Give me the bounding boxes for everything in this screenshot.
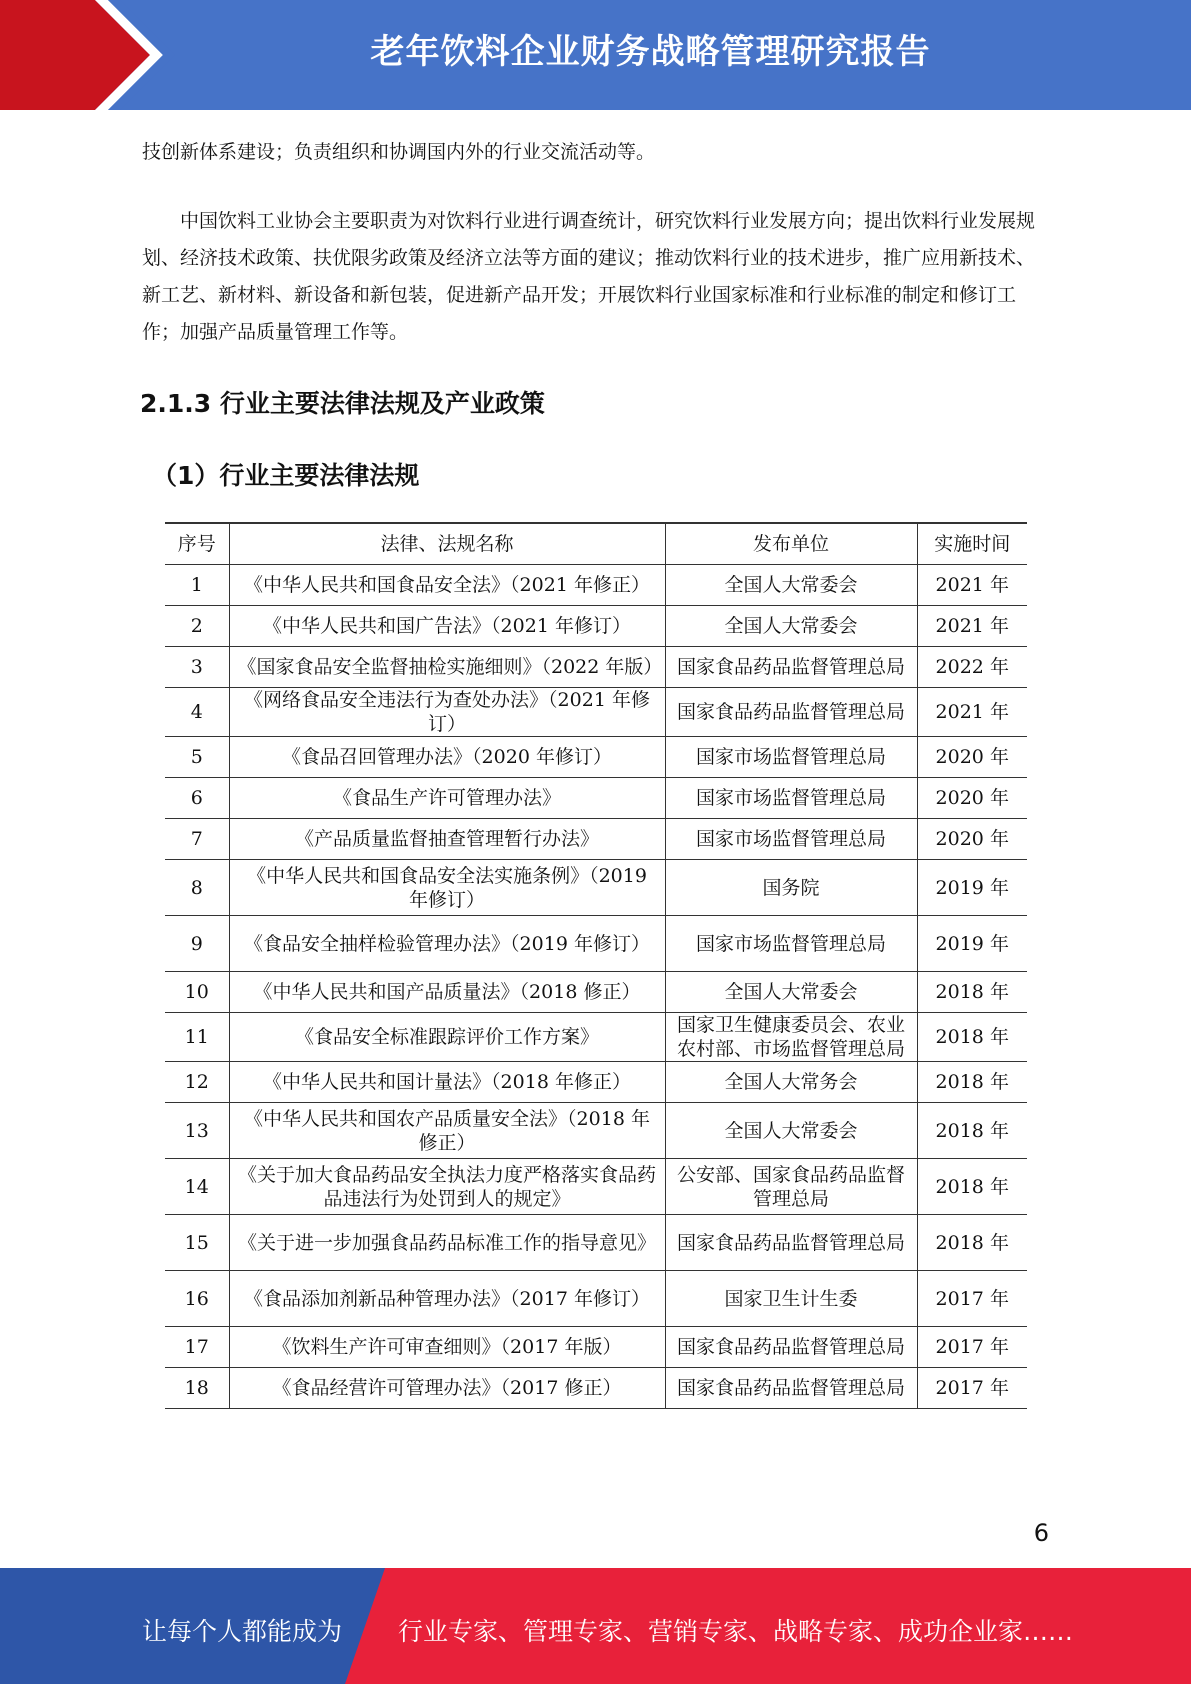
header-date: 实施时间 <box>917 523 1027 565</box>
cell-no: 16 <box>165 1271 229 1327</box>
footer-slogan-left: 让每个人都能成为 <box>142 1617 343 1646</box>
table-row <box>165 972 1027 1013</box>
cell-date: 2020 年 <box>917 819 1027 860</box>
cell-issuer: 国家卫生健康委员会、农业农村部、市场监督管理总局 <box>665 1013 917 1062</box>
cell-date: 2021 年 <box>917 688 1027 737</box>
table-row <box>165 778 1027 819</box>
cell-issuer: 国家市场监督管理总局 <box>665 819 917 860</box>
cell-law-name: 《中华人民共和国食品安全法》（2021 年修正） <box>229 565 665 606</box>
cell-date: 2017 年 <box>917 1327 1027 1368</box>
table-row <box>165 1159 1027 1215</box>
cell-no: 17 <box>165 1327 229 1368</box>
cell-no: 9 <box>165 916 229 972</box>
cell-law-name: 《网络食品安全违法行为查处办法》（2021 年修订） <box>229 688 665 737</box>
cell-date: 2020 年 <box>917 778 1027 819</box>
subsection-heading: （1）行业主要法律法规 <box>152 461 420 490</box>
cell-issuer: 国家市场监督管理总局 <box>665 916 917 972</box>
cell-no: 3 <box>165 647 229 688</box>
cell-no: 4 <box>165 688 229 737</box>
table-row <box>165 647 1027 688</box>
cell-law-name: 《中华人民共和国计量法》（2018 年修正） <box>229 1062 665 1103</box>
cell-date: 2018 年 <box>917 1103 1027 1159</box>
cell-issuer: 全国人大常委会 <box>665 606 917 647</box>
cell-date: 2017 年 <box>917 1368 1027 1409</box>
cell-date: 2019 年 <box>917 860 1027 916</box>
paragraph-association-duties: 中国饮料工业协会主要职责为对饮料行业进行调查统计，研究饮料行业发展方向；提出饮料行业发展规划、经济技术政策、扶优限劣政策及经济立法等方面的建议；推动饮料行业的技术进步，推广应用新技术、新工艺、新材料、新设备和新包装，促进新产品开发；开展饮料行业国家标准和行业标准的制定和修订工作；加强产品质量管理工作等。 <box>142 210 1036 343</box>
table-row <box>165 565 1027 606</box>
laws-table <box>165 522 1027 1409</box>
cell-no: 14 <box>165 1159 229 1215</box>
cell-no: 2 <box>165 606 229 647</box>
cell-no: 5 <box>165 737 229 778</box>
cell-law-name: 《中华人民共和国产品质量法》（2018 修正） <box>229 972 665 1013</box>
cell-law-name: 《产品质量监督抽查管理暂行办法》 <box>229 819 665 860</box>
cell-date: 2018 年 <box>917 1215 1027 1271</box>
cell-date: 2020 年 <box>917 737 1027 778</box>
header-issuer: 发布单位 <box>665 523 917 565</box>
cell-law-name: 《食品召回管理办法》（2020 年修订） <box>229 737 665 778</box>
footer-slogan-right: 行业专家、管理专家、营销专家、战略专家、成功企业家…… <box>398 1617 1074 1646</box>
cell-date: 2018 年 <box>917 1159 1027 1215</box>
cell-issuer: 国家食品药品监督管理总局 <box>665 647 917 688</box>
cell-issuer: 国家食品药品监督管理总局 <box>665 1215 917 1271</box>
table-row <box>165 916 1027 972</box>
cell-date: 2021 年 <box>917 565 1027 606</box>
cell-law-name: 《中华人民共和国广告法》（2021 年修订） <box>229 606 665 647</box>
cell-law-name: 《食品经营许可管理办法》（2017 修正） <box>229 1368 665 1409</box>
cell-date: 2019 年 <box>917 916 1027 972</box>
cell-date: 2018 年 <box>917 1013 1027 1062</box>
cell-law-name: 《关于加大食品药品安全执法力度严格落实食品药品违法行为处罚到人的规定》 <box>229 1159 665 1215</box>
page-footer <box>0 1568 1191 1684</box>
cell-no: 8 <box>165 860 229 916</box>
table-row <box>165 1368 1027 1409</box>
cell-law-name: 《食品生产许可管理办法》 <box>229 778 665 819</box>
cell-no: 6 <box>165 778 229 819</box>
section-heading: 2.1.3 行业主要法律法规及产业政策 <box>140 389 545 418</box>
table-row <box>165 1013 1027 1062</box>
table-row <box>165 1327 1027 1368</box>
cell-no: 15 <box>165 1215 229 1271</box>
cell-no: 12 <box>165 1062 229 1103</box>
cell-issuer: 国家市场监督管理总局 <box>665 778 917 819</box>
cell-issuer: 国务院 <box>665 860 917 916</box>
cell-date: 2022 年 <box>917 647 1027 688</box>
cell-law-name: 《中华人民共和国食品安全法实施条例》（2019 年修订） <box>229 860 665 916</box>
table-header-row <box>165 523 1027 565</box>
cell-issuer: 全国人大常务会 <box>665 1062 917 1103</box>
paragraph-continued: 技创新体系建设；负责组织和协调国内外的行业交流活动等。 <box>142 141 656 163</box>
page-header <box>0 0 1191 110</box>
cell-date: 2017 年 <box>917 1271 1027 1327</box>
cell-no: 18 <box>165 1368 229 1409</box>
cell-no: 10 <box>165 972 229 1013</box>
cell-issuer: 国家食品药品监督管理总局 <box>665 688 917 737</box>
table-row <box>165 1215 1027 1271</box>
table-row <box>165 1062 1027 1103</box>
cell-no: 11 <box>165 1013 229 1062</box>
cell-no: 1 <box>165 565 229 606</box>
table-row <box>165 1103 1027 1159</box>
table-row <box>165 606 1027 647</box>
cell-law-name: 《饮料生产许可审查细则》（2017 年版） <box>229 1327 665 1368</box>
cell-law-name: 《食品安全标准跟踪评价工作方案》 <box>229 1013 665 1062</box>
page-number: 6 <box>1033 1519 1049 1547</box>
cell-issuer: 国家食品药品监督管理总局 <box>665 1368 917 1409</box>
report-title: 老年饮料企业财务战略管理研究报告 <box>370 32 931 72</box>
cell-law-name: 《食品添加剂新品种管理办法》（2017 年修订） <box>229 1271 665 1327</box>
cell-law-name: 《食品安全抽样检验管理办法》（2019 年修订） <box>229 916 665 972</box>
cell-no: 13 <box>165 1103 229 1159</box>
cell-issuer: 全国人大常委会 <box>665 1103 917 1159</box>
cell-issuer: 公安部、国家食品药品监督管理总局 <box>665 1159 917 1215</box>
cell-issuer: 国家市场监督管理总局 <box>665 737 917 778</box>
cell-law-name: 《国家食品安全监督抽检实施细则》（2022 年版） <box>229 647 665 688</box>
table-row <box>165 819 1027 860</box>
cell-law-name: 《关于进一步加强食品药品标准工作的指导意见》 <box>229 1215 665 1271</box>
table-row <box>165 1271 1027 1327</box>
table-row <box>165 688 1027 737</box>
header-name: 法律、法规名称 <box>229 523 665 565</box>
cell-no: 7 <box>165 819 229 860</box>
header-no: 序号 <box>165 523 229 565</box>
cell-issuer: 全国人大常委会 <box>665 565 917 606</box>
cell-date: 2021 年 <box>917 606 1027 647</box>
table-row <box>165 737 1027 778</box>
cell-issuer: 国家食品药品监督管理总局 <box>665 1327 917 1368</box>
cell-law-name: 《中华人民共和国农产品质量安全法》（2018 年修正） <box>229 1103 665 1159</box>
cell-date: 2018 年 <box>917 972 1027 1013</box>
cell-issuer: 全国人大常委会 <box>665 972 917 1013</box>
cell-issuer: 国家卫生计生委 <box>665 1271 917 1327</box>
table-row <box>165 860 1027 916</box>
cell-date: 2018 年 <box>917 1062 1027 1103</box>
